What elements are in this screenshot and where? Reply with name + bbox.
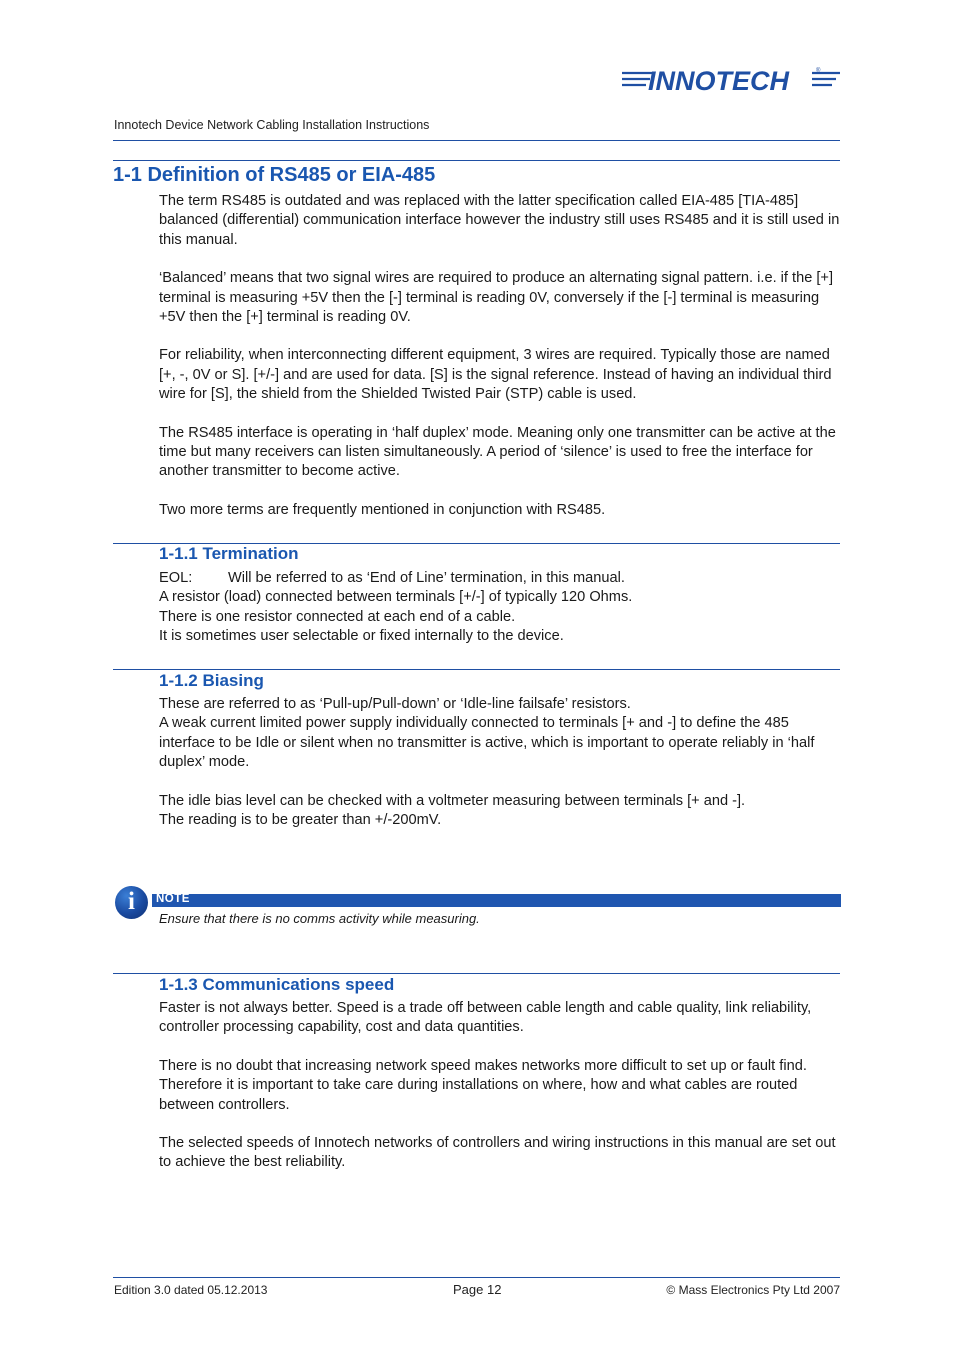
termination-heading: 1-1.1 Termination xyxy=(159,544,299,563)
paragraph: There is no doubt that increasing network speed makes networks more difficult to set up or fault find. Therefore it is important to take care during installations on where, how and what cables are routed between controllers. xyxy=(159,1057,807,1113)
innotech-logo xyxy=(620,62,842,100)
eol-term: EOL: xyxy=(159,570,193,586)
paragraph: The RS485 interface is operating in ‘half duplex’ mode. Meaning only one transmitter can be active at the time but many receivers can listen simultaneously. A period of ‘silence’ is used to free the interface for another transmitter to become active. xyxy=(159,424,836,480)
paragraph: The selected speeds of Innotech networks of controllers and wiring instructions in this manual are set out to achieve the best reliability. xyxy=(159,1135,836,1171)
paragraph: ‘Balanced’ means that two signal wires are required to produce an alternating signal pattern. i.e. if the [+] terminal is measuring +5V then the [-] terminal is reading 0V, conversely if the [-] terminal is measuring +5V then the [+] terminal is reading 0V. xyxy=(159,270,833,326)
paragraph: Two more terms are frequently mentioned in conjunction with RS485. xyxy=(159,501,606,518)
header-rule xyxy=(113,140,840,141)
paragraph: The term RS485 is outdated and was replaced with the latter specification called EIA-485 [TIA-485] balanced (differential) communication interface however the industry still uses RS485 and it is still used in this manual. xyxy=(159,193,840,248)
svg-text:®: ® xyxy=(816,68,821,74)
paragraph: For reliability, when interconnecting different equipment, 3 wires are required. Typically those are named [+, -, 0V or S]. [+/-] and are used for data. [S] is the signal reference. Instead of having an individual third wire for [S], the shield from the Shielded Twisted Pair (STP) cable is used. xyxy=(159,347,832,403)
biasing-line: A weak current limited power supply individually connected to terminals [+ and -] to define the 485 interface to be Idle or silent when no transmitter is active, which is important to operate reliably in ‘half duplex’ mode. xyxy=(159,715,815,771)
page-number: Page 12 xyxy=(453,1282,502,1297)
speed-body xyxy=(159,999,843,1173)
biasing-heading: 1-1.2 Biasing xyxy=(159,671,264,690)
eol-description: Will be referred to as ‘End of Line’ termination, in this manual. xyxy=(228,570,625,586)
note-label: NOTE xyxy=(156,893,190,905)
biasing-line: The reading is to be greater than +/-200mV. xyxy=(159,812,442,829)
speed-heading: 1-1.3 Communications speed xyxy=(159,975,395,994)
note-bar xyxy=(152,894,841,907)
eol-definition xyxy=(159,569,843,588)
termination-line: It is sometimes user selectable or fixed internally to the device. xyxy=(159,628,564,645)
subsection-rule xyxy=(113,669,840,670)
footer-rule xyxy=(113,1277,840,1278)
termination-line: A resistor (load) connected between terminals [+/-] of typically 120 Ohms. xyxy=(159,589,633,606)
footer-copyright: © Mass Electronics Pty Ltd 2007 xyxy=(666,1283,840,1297)
info-icon: i xyxy=(115,886,148,919)
termination-line: There is one resistor connected at each end of a cable. xyxy=(159,608,516,625)
note-text: Ensure that there is no comms activity while measuring. xyxy=(159,911,480,926)
subsection-rule xyxy=(113,973,840,974)
section-body xyxy=(159,192,843,520)
footer-edition: Edition 3.0 dated 05.12.2013 xyxy=(114,1283,268,1297)
section-rule xyxy=(113,160,840,161)
biasing-body xyxy=(159,695,843,830)
biasing-line: These are referred to as ‘Pull-up/Pull-down’ or ‘Idle-line failsafe’ resistors. xyxy=(159,696,631,712)
paragraph: Faster is not always better. Speed is a trade off between cable length and cable quality, link reliability, controller processing capability, cost and data quantities. xyxy=(159,1000,812,1036)
document-title: Innotech Device Network Cabling Installation Instructions xyxy=(114,118,430,132)
biasing-line: The idle bias level can be checked with a voltmeter measuring between terminals [+ and -]. xyxy=(159,792,746,809)
section-heading: 1-1 Definition of RS485 or EIA-485 xyxy=(113,164,436,186)
termination-body xyxy=(159,569,843,647)
logo-wordmark: INNOTECH xyxy=(648,66,789,96)
